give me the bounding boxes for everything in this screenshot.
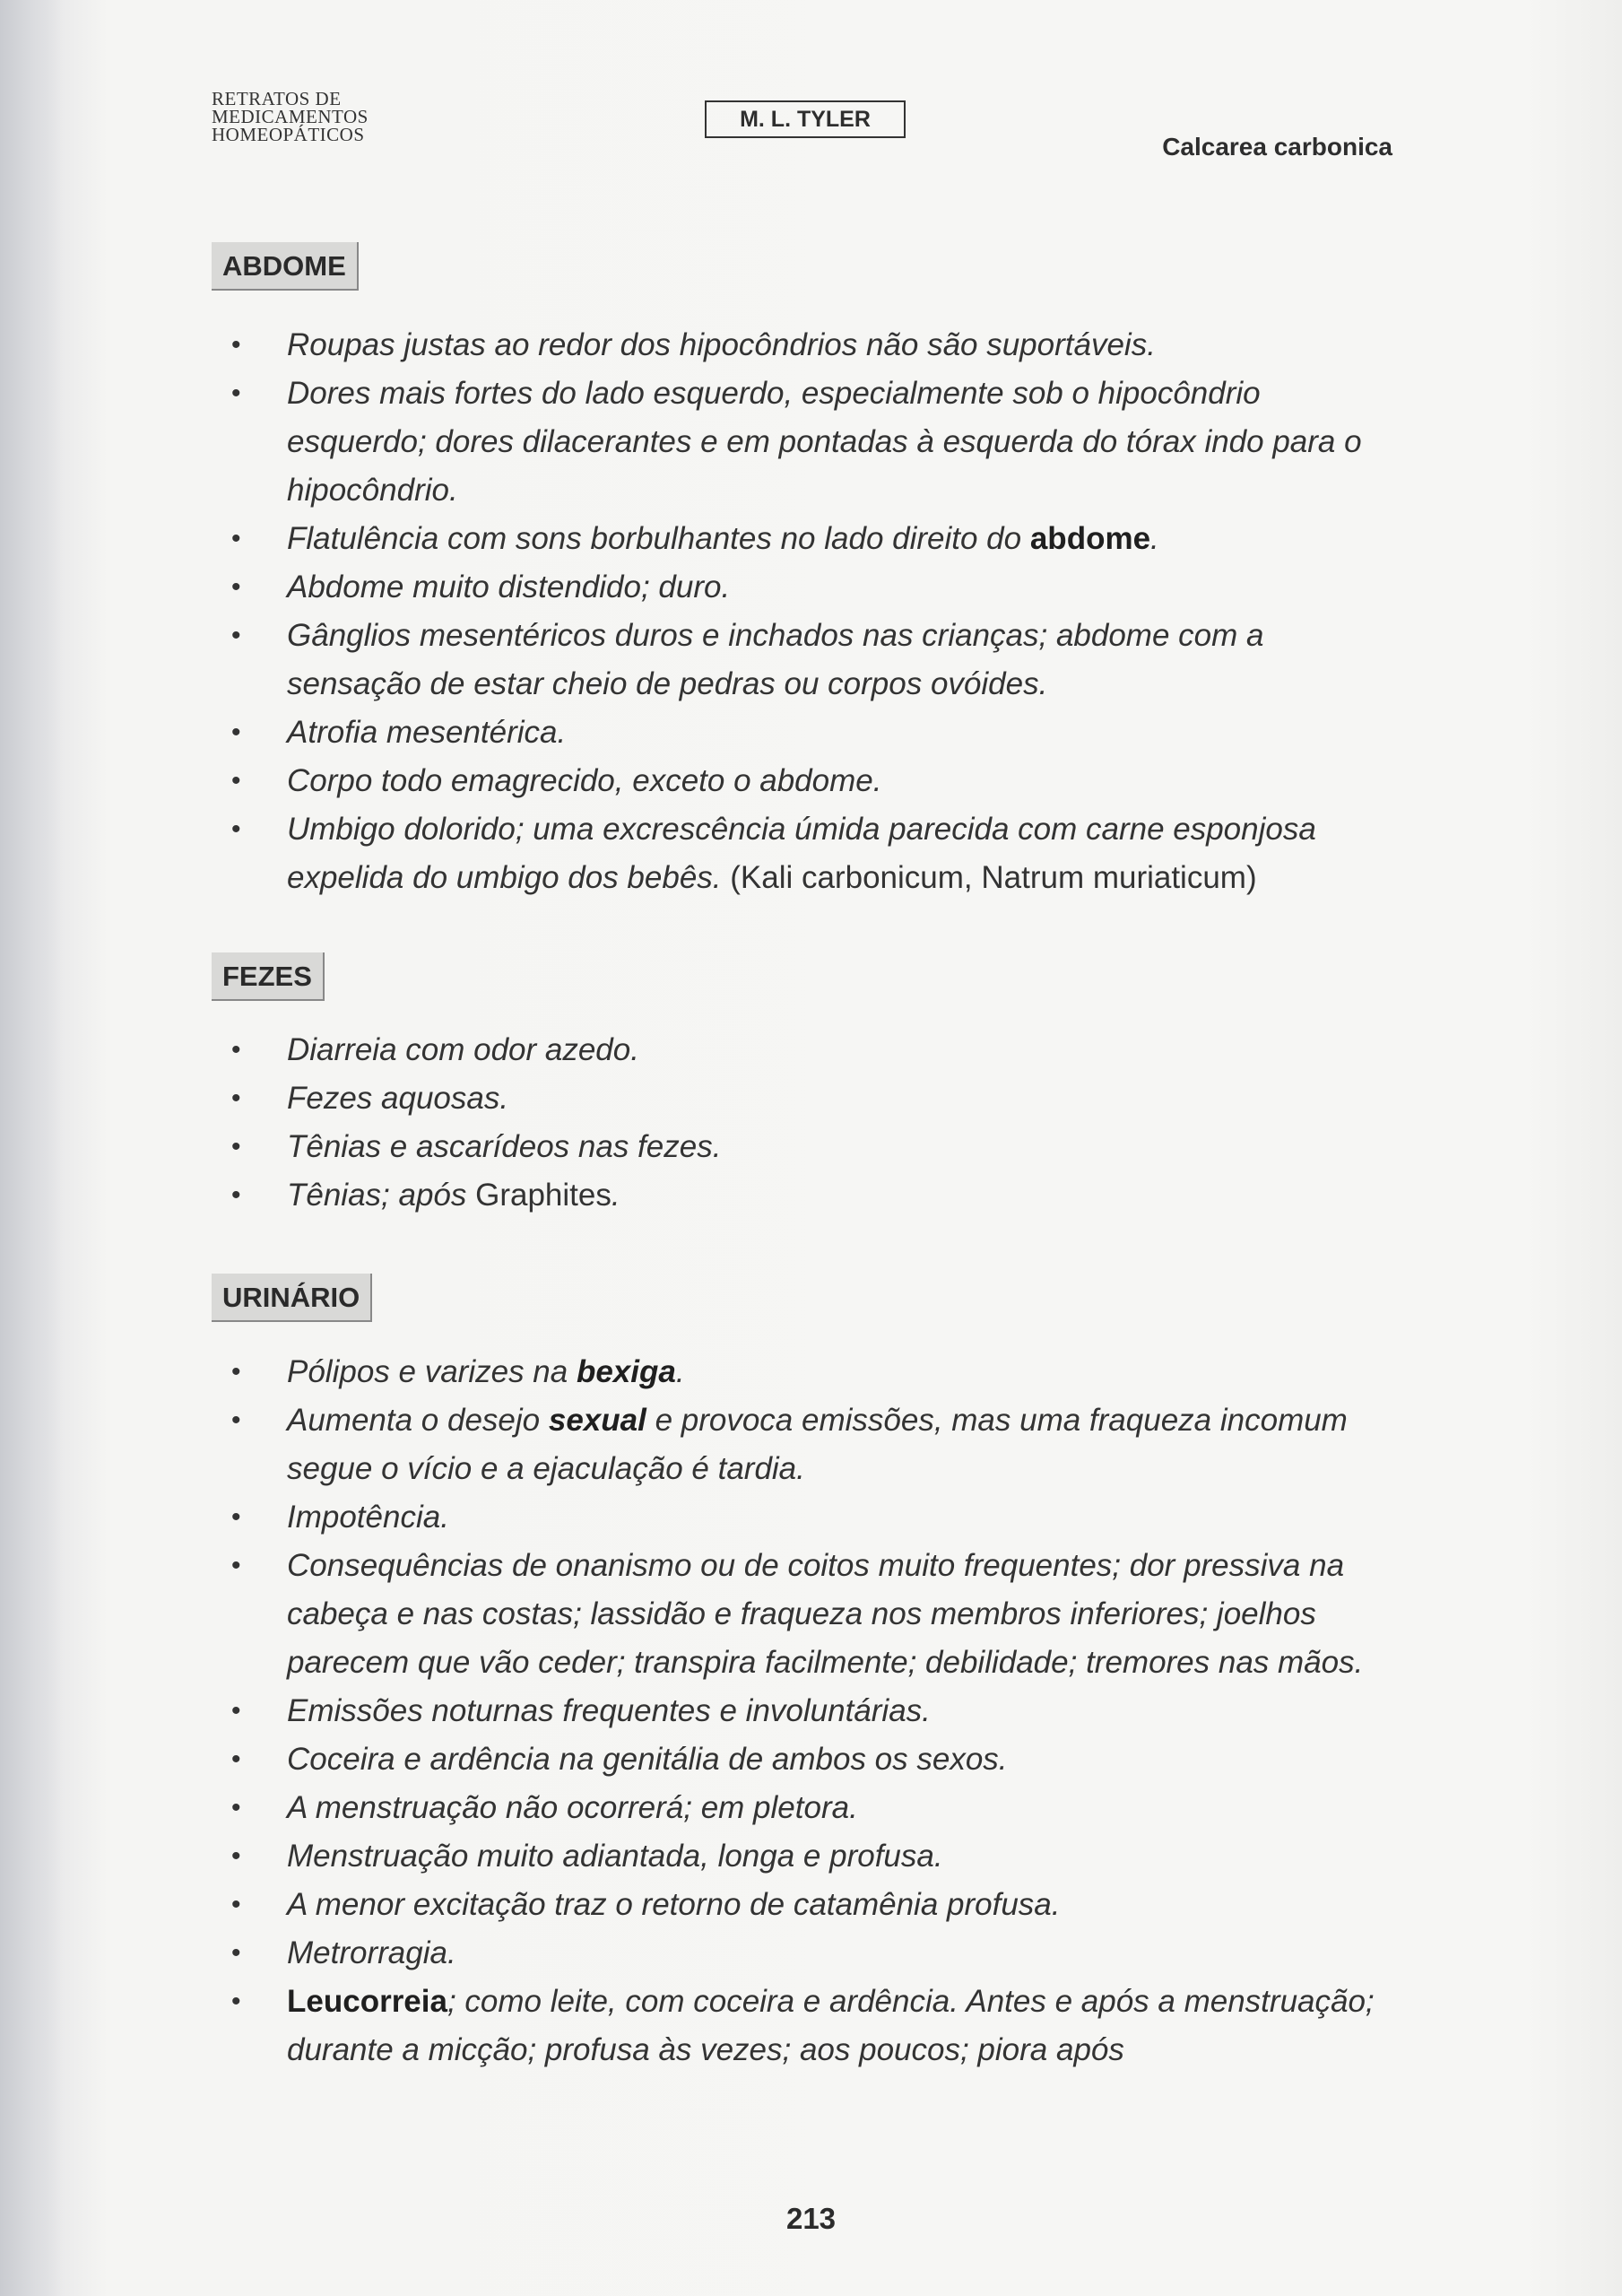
remedy-reference: (Kali carbonicum, Natrum muriaticum) — [730, 860, 1257, 895]
section-title-urinario: URINÁRIO — [212, 1274, 372, 1322]
list-item: • Tênias; após Graphites. — [231, 1171, 1406, 1220]
list-item: • Aumenta o desejo sexual e provoca emissões, mas uma fraqueza incomum segue o vício e a ejaculação é tardia. — [231, 1396, 1406, 1493]
list-item: • Impotência. — [231, 1493, 1406, 1542]
list-item: • Leucorreia; como leite, com coceira e ardência. Antes e após a menstruação; durante a micção; profusa às vezes; aos poucos; piora após — [231, 1978, 1406, 2074]
remedy-title: Calcarea carbonica — [1162, 133, 1392, 161]
page-number: 213 — [785, 2202, 837, 2235]
list-item: • A menor excitação traz o retorno de catamênia profusa. — [231, 1881, 1406, 1929]
list-item: • Menstruação muito adiantada, longa e profusa. — [231, 1832, 1406, 1881]
list-item: • Umbigo dolorido; uma excrescência úmida parecida com carne esponjosa expelida do umbigo dos bebês. (Kali carbonicum, Natrum muriaticum) — [231, 805, 1406, 902]
abdome-list — [231, 321, 1406, 902]
list-item: • Flatulência com sons borbulhantes no lado direito do abdome. — [231, 515, 1406, 563]
list-item: • Roupas justas ao redor dos hipocôndrios não são suportáveis. — [231, 321, 1406, 370]
author-box: M. L. TYLER — [705, 100, 906, 138]
urinario-list — [231, 1348, 1406, 2074]
list-item: • Tênias e ascarídeos nas fezes. — [231, 1123, 1406, 1171]
list-item: • Consequências de onanismo ou de coitos muito frequentes; dor pressiva na cabeça e nas costas; lassidão e fraqueza nos membros inferiores; joelhos parecem que vão ceder; transpira facilmente; debilidade; tremores nas mãos. — [231, 1542, 1406, 1687]
list-item: • Coceira e ardência na genitália de ambos os sexos. — [231, 1735, 1406, 1784]
list-item: • Corpo todo emagrecido, exceto o abdome. — [231, 757, 1406, 805]
list-item: • Pólipos e varizes na bexiga. — [231, 1348, 1406, 1396]
list-item: • Fezes aquosas. — [231, 1074, 1406, 1123]
list-item: • Dores mais fortes do lado esquerdo, especialmente sob o hipocôndrio esquerdo; dores dilacerantes e em pontadas à esquerda do tórax indo para o hipocôndrio. — [231, 370, 1406, 515]
list-item: • Gânglios mesentéricos duros e inchados nas crianças; abdome com a sensação de estar cheio de pedras ou corpos ovóides. — [231, 612, 1406, 709]
section-title-abdome: ABDOME — [212, 242, 359, 291]
list-item: • Abdome muito distendido; duro. — [231, 563, 1406, 612]
emphasis-term: bexiga — [576, 1354, 676, 1389]
emphasis-term: abdome — [1029, 521, 1151, 556]
emphasis-term: sexual — [548, 1403, 646, 1438]
series-line: HOMEOPÁTICOS — [212, 124, 365, 145]
remedy-reference: Graphites — [475, 1178, 612, 1213]
list-item: • Atrofia mesentérica. — [231, 709, 1406, 757]
section-title-fezes: FEZES — [212, 952, 325, 1001]
series-line: RETRATOS DE — [212, 88, 342, 109]
list-item: • Emissões noturnas frequentes e involuntárias. — [231, 1687, 1406, 1735]
list-item: • Metrorragia. — [231, 1929, 1406, 1978]
list-item: • Diarreia com odor azedo. — [231, 1026, 1406, 1074]
running-header-series — [212, 90, 427, 144]
fezes-list — [231, 1026, 1406, 1220]
book-spine-shadow — [0, 0, 63, 2296]
list-item: • A menstruação não ocorrerá; em pletora. — [231, 1784, 1406, 1832]
emphasis-term: Leucorreia — [287, 1984, 447, 2019]
series-line: MEDICAMENTOS — [212, 106, 369, 127]
